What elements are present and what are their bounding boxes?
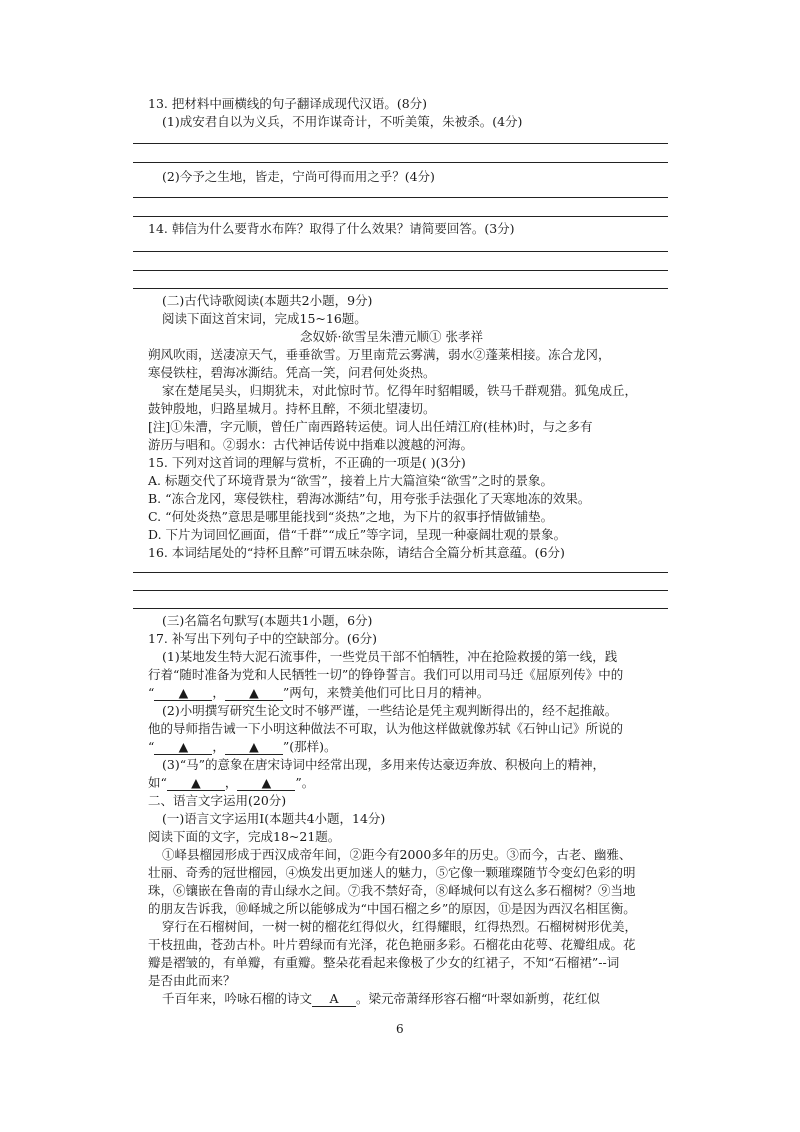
blank[interactable]: ▲ — [154, 740, 212, 755]
q17-3-line: (3)“马”的意象在唐宋诗词中经常出现，多用来传达豪迈奔放、积极向上的精神， — [162, 757, 605, 772]
answer-line — [133, 608, 668, 609]
passage-line: 的朋友告诉我，⑩峄城之所以能够成为“中国石榴之乡”的原因，⑪是因为西汉名相匡衡。 — [148, 901, 636, 916]
page-number: 6 — [396, 1022, 404, 1036]
poetry-header: (二)古代诗歌阅读(本题共2小题，9分) — [162, 293, 373, 308]
answer-line — [133, 162, 668, 163]
q13-sentence-1: (1)成安君自以为义兵，不用诈谋奇计，不听美策，朱被杀。(4分) — [162, 114, 523, 129]
q13-stem: 13. 把材料中画横线的句子翻译成现代汉语。(8分) — [148, 96, 428, 111]
blank[interactable]: ▲ — [154, 686, 212, 701]
q17-2-line: (2)小明撰写研究生论文时不够严谨，一些结论是凭主观判断得出的，经不起推敲。 — [162, 703, 618, 718]
answer-line — [133, 572, 668, 573]
q17-1-line: (1)某地发生特大泥石流事件，一些党员干部不怕牺牲，冲在抢险救援的第一线，践 — [162, 649, 618, 664]
q17-2-line: 他的导师指告诫一下小明这种做法不可取，认为他这样做就像苏轼《石钟山记》所说的 — [148, 721, 624, 736]
passage-line: 壮丽、奇秀的冠世榴园，④焕发出更加迷人的魅力，⑤它像一颗璀璨随节令变幻色彩的明 — [148, 865, 636, 880]
q15-option-a: A. 标题交代了环境背景为“欲雪”，接着上片大篇渲染“欲雪”之时的景象。 — [148, 473, 554, 488]
blank[interactable]: ▲ — [225, 740, 283, 755]
answer-line — [133, 590, 668, 591]
passage-line-with-blank: 千百年来，吟咏石榴的诗文 A 。梁元帝萧绎形容石榴“叶翠如新剪，花红似 — [162, 991, 600, 1006]
q14-stem: 14. 韩信为什么要背水布阵？取得了什么效果？请简要回答。(3分) — [148, 221, 515, 236]
q17-1-blanks: “ ▲ ， ▲ ”两句，来赞美他们可比日月的精神。 — [148, 685, 490, 700]
q15-option-d: D. 下片为词回忆画面，借“千群”“成丘”等字词，呈现一种豪阔壮观的景象。 — [148, 527, 567, 542]
blank[interactable]: ▲ — [167, 776, 225, 791]
poem-line: 朔风吹雨，送凄凉天气，垂垂欲雪。万里南荒云雾满，弱水②蓬莱相接。冻合龙冈， — [148, 347, 611, 362]
answer-line — [133, 288, 668, 289]
poem-note: 游历与唱和。②弱水：古代神话传说中指难以渡越的河海。 — [148, 437, 474, 452]
poem-note: [注]①朱漕，字元顺，曾任广南西路转运使。词人出任靖江府(桂林)时，与之多有 — [148, 419, 593, 434]
answer-line — [133, 216, 668, 217]
poem-line: 家在楚尾吴头，归期犹未，对此惊时节。忆得年时貂帽暖，铁马千群观猎。狐兔成丘， — [162, 383, 638, 398]
poetry-intro: 阅读下面这首宋词，完成15~16题。 — [162, 311, 367, 326]
language-header: 二、语言文字运用(20分) — [148, 793, 287, 808]
passage-line: 干枝扭曲，苍劲古朴。叶片碧绿而有光泽，花色艳丽多彩。石榴花由花萼、花瓣组成。花 — [148, 937, 636, 952]
passage-line: 穿行在石榴树间，一树一树的榴花红得似火，红得耀眼，红得热烈。石榴树树形优美， — [162, 919, 638, 934]
q13-sentence-2: (2)今予之生地，皆走，宁尚可得而用之乎？(4分) — [162, 169, 435, 184]
passage-line: 瓣是褶皱的，有单瓣，有重瓣。整朵花看起来像极了少女的红裙子，不知“石榴裙”--词 — [148, 955, 620, 970]
q17-2-blanks: “ ▲ ， ▲ ”(那样)。 — [148, 739, 337, 754]
blank-a[interactable]: A — [312, 992, 356, 1007]
q17-1-line: 行着“随时准备为党和人民牺牲一切”的铮铮誓言。我们可以用司马迁《屈原列传》中的 — [148, 667, 624, 682]
language-subheader: (一)语言文字运用Ⅰ(本题共4小题，14分) — [162, 811, 386, 826]
blank[interactable]: ▲ — [225, 686, 283, 701]
poem-line: 鼓钟殷地，归路星城月。持杯且醉，不须北望凄切。 — [148, 401, 436, 416]
passage-line: 珠，⑥镶嵌在鲁南的青山绿水之间。⑦我不禁好奇，⑧峄城何以有这么多石榴树？⑨当地 — [148, 883, 636, 898]
answer-line — [133, 251, 668, 252]
language-intro: 阅读下面的文字，完成18~21题。 — [148, 829, 341, 844]
q15-option-c: C. “何处炎热”意思是哪里能找到“炎热”之地，为下片的叙事抒情做铺垫。 — [148, 509, 554, 524]
passage-line: 是否由此而来？ — [148, 973, 236, 988]
answer-line — [133, 143, 668, 144]
passage-line: ①峄县榴园形成于西汉成帝年间，②距今有2000多年的历史。③而今，古老、幽雅、 — [162, 847, 632, 862]
dictation-header: (三)名篇名句默写(本题共1小题，6分) — [162, 613, 373, 628]
poem-title: 念奴娇·欲雪呈朱漕元顺① 张孝祥 — [300, 329, 483, 344]
q17-stem: 17. 补写出下列句子中的空缺部分。(6分) — [148, 631, 378, 646]
q15-stem: 15. 下列对这首词的理解与赏析，不正确的一项是( )(3分) — [148, 455, 466, 470]
q17-3-blanks: 如“ ▲ ， ▲ ”。 — [148, 775, 315, 790]
blank[interactable]: ▲ — [237, 776, 295, 791]
answer-line — [133, 270, 668, 271]
q15-option-b: B. “冻合龙冈，寒侵铁柱，碧海冰澌结”句，用夸张手法强化了天寒地冻的效果。 — [148, 491, 591, 506]
answer-line — [133, 197, 668, 198]
poem-line: 寒侵铁柱，碧海冰澌结。凭高一笑，问君何处炎热。 — [148, 365, 436, 380]
q16-stem: 16. 本词结尾处的“持杯且醉”可谓五味杂陈，请结合全篇分析其意蕴。(6分) — [148, 545, 565, 560]
